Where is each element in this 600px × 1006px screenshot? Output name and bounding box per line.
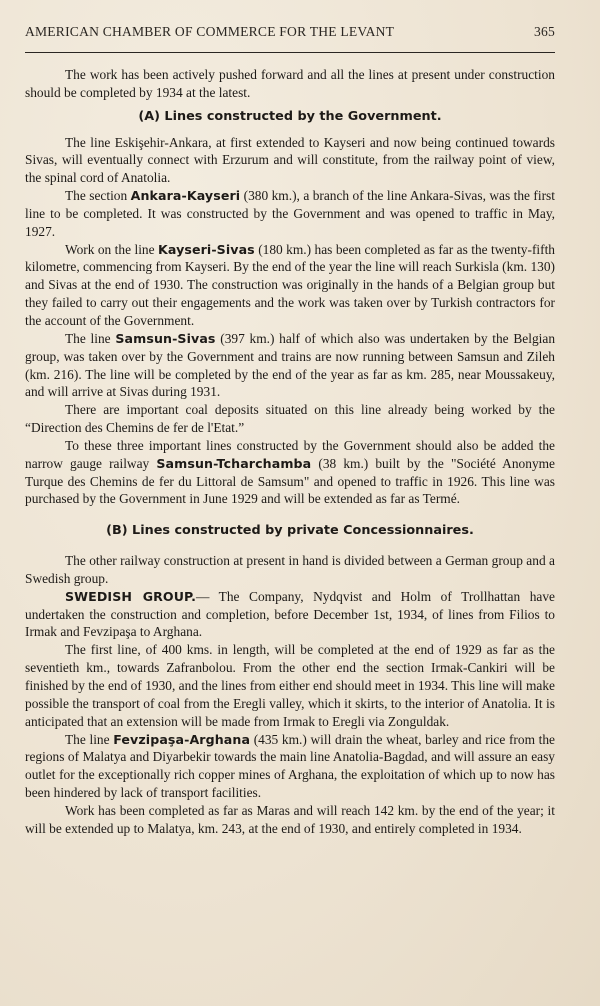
paragraph-coal-deposits: There are important coal deposits situated on this line already being worked by the “Direction des Chemins de fer de l'Etat.” (25, 402, 555, 436)
paragraph-text: The line (65, 731, 114, 747)
paragraph-samsun-sivas (25, 330, 555, 401)
paragraph-text: (397 km.) half of which also was undertaken by the Belgian group, was taken over by the Government and trains are now running between Samsun and Zileh (km. 216). The line will be completed by the end of the year as far as km. 285, near Moussakeuy, and will arrive at Sivas during 1931. (25, 330, 556, 400)
paragraph-text: (435 km.) will drain the wheat, barley and rice from the regions of Malatya and Diyarbekir towards the main line Anatolia-Bagdad, and will assure an easy outlet for the exceptionally rich copper mines of Arghana, the exploitation of which up to now has been hindered by lack of transport facilities. (25, 731, 556, 801)
line-name-ankara-kayseri: Ankara-Kayseri (130, 188, 241, 204)
header-rule (25, 52, 555, 53)
line-name-samsun-sivas: Samsun-Sivas (115, 330, 216, 346)
paragraph-other-construction: The other railway construction at present in hand is divided between a German group and a Swedish group. (25, 553, 555, 586)
line-name-samsun-tcharchamba: Samsun-Tcharchamba (156, 455, 312, 471)
paragraph-text: (180 km.) has been completed as far as the twenty-fifth kilometre, commencing from Kayseri. By the end of the year the line will reach Surkisla (km. 130) and Sivas at the end of 1930. The construction was originally in the hands of a Belgian group but they failed to carry out their engagements and the work was taken over by Turkish contractors for the account of the Government. (25, 241, 555, 328)
paragraph-text: The line (65, 330, 116, 346)
paragraph-text: Work on the line (65, 241, 158, 257)
paragraph-intro: The work has been actively pushed forward and all the lines at present under construction should be completed by 1934 at the latest. (25, 67, 555, 100)
paragraph-text: The section (65, 188, 131, 204)
paragraph-eskisehir-ankara: The line Eskişehir-Ankara, at first extended to Kayseri and now being continued towards Sivas, will eventually connect with Erzurum and will constitute, from the railway point of view, the spinal cord of Anatolia. (25, 134, 555, 186)
paragraph-fevzipasa-arghana (25, 731, 555, 802)
paragraph-text: (380 km.), a branch of the line Ankara-Sivas, was the first line to be completed. It was constructed by the Government and was opened to traffic in May, 1927. (25, 188, 555, 239)
swedish-group-label: SWEDISH GROUP. (65, 588, 196, 604)
paragraph-kayseri-sivas (25, 241, 555, 330)
paragraph-swedish-group (25, 588, 555, 642)
running-header (25, 24, 555, 40)
section-b-heading: (B) Lines constructed by private Concessionnaires. (106, 523, 474, 539)
paragraph-work-completed: Work has been completed as far as Maras and will reach 142 km. by the end of the year; it will be extended up to Malatya, km. 243, at the end of 1930, and entirely completed in 1934. (25, 802, 555, 836)
page-number: 365 (534, 24, 555, 39)
page-body (25, 66, 555, 838)
line-name-fevzipasa-arghana: Fevzipaşa-Arghana (113, 731, 251, 747)
paragraph-ankara-kayseri (25, 187, 555, 241)
running-title: AMERICAN CHAMBER OF COMMERCE FOR THE LEVANT (25, 24, 395, 39)
section-a-heading: (A) Lines constructed by the Government. (138, 108, 442, 124)
paragraph-text: To these three important lines constructed by the Government should also be added the narrow gauge railway (25, 437, 555, 471)
paragraph-text: — The Company, Nydqvist and Holm of Trollhattan have undertaken the construction and completion, before December 1st, 1934, of lines from Filios to Irmak and Fevzipaşa to Arghana. (25, 588, 555, 640)
paragraph-samsun-tcharchamba (25, 437, 555, 508)
paragraph-first-line: The first line, of 400 kms. in length, will be completed at the end of 1929 as far as the seventieth km., towards Zafranbolou. From the other end the section Irmak-Cankiri will be finished by the end of 1930, and the lines from either end should meet in 1934. This line will make possible the transport of coal from the Eregli valley, which it skirts, to the interior of Anatolia. It is anticipated that an extension will be made from Irmak to Eregli via Zonguldak. (25, 642, 555, 729)
paragraph-text: (38 km.) built by the "Société Anonyme Turque des Chemins de fer du Littoral de Samsum" and opened to traffic in 1926. This line was purchased by the Government in June 1929 and will be extended as far as Termé. (25, 455, 555, 507)
line-name-kayseri-sivas: Kayseri-Sivas (158, 241, 255, 257)
